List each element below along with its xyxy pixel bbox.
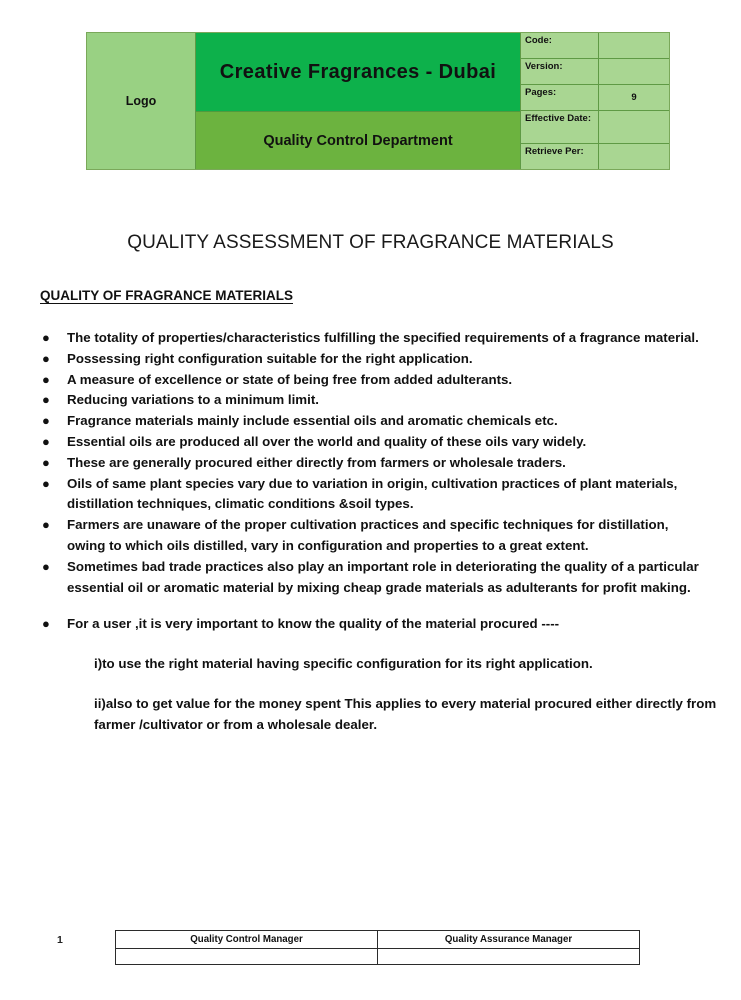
metadata-row-version [521, 59, 669, 85]
sub-paragraph-i: i)to use the right material having specific configuration for its right application. [94, 656, 593, 672]
bullet-point-icon: ● [42, 330, 50, 345]
metadata-value-retrieve-per [599, 144, 669, 169]
metadata-value-version [599, 59, 669, 84]
list-item-final [40, 614, 717, 735]
bullet-point-icon: ● [42, 475, 50, 491]
bullet-point-icon: ● [42, 616, 50, 632]
signature-header-quality-control-manager: Quality Control Manager [116, 931, 378, 949]
signature-header-quality-assurance-manager: Quality Assurance Manager [378, 931, 640, 949]
metadata-label-pages: Pages: [521, 85, 599, 110]
bullet-point-icon: ● [42, 392, 50, 408]
bullet-point-icon: ● [42, 454, 50, 470]
table-row-headers [116, 931, 640, 949]
department-band [196, 112, 520, 169]
list-item-text: Fragrance materials mainly include essential oils and aromatic chemicals etc. [67, 413, 558, 429]
list-item [40, 515, 708, 557]
bullet-point-icon: ● [42, 558, 50, 574]
signature-table [115, 930, 640, 965]
bullet-point-icon: ● [42, 371, 50, 387]
metadata-label-retrieve-per: Retrieve Per: [521, 144, 599, 169]
list-item [40, 328, 708, 349]
header-metadata-column [520, 33, 669, 169]
list-item [40, 411, 708, 432]
list-item-text: Essential oils are produced all over the world and quality of these oils vary widely. [67, 433, 587, 449]
signature-blank-quality-control-manager [116, 949, 378, 965]
metadata-label-version: Version: [521, 59, 599, 84]
list-item [40, 557, 708, 599]
list-item [40, 432, 708, 453]
logo-placeholder-label: Logo [125, 94, 157, 108]
signature-blank-quality-assurance-manager [378, 949, 640, 965]
sub-paragraph-ii: ii)also to get value for the money spent This applies to every material procured either directly from farmer /cultivator or from a wholesale dealer. [94, 695, 717, 732]
metadata-label-code: Code: [521, 33, 599, 58]
quality-bullet-list [40, 328, 717, 736]
document-header-table [86, 32, 670, 170]
bullet-point-icon: ● [42, 350, 50, 366]
metadata-value-effective-date [599, 111, 669, 142]
department-name-text: Quality Control Department [263, 132, 453, 149]
page-number: 1 [57, 934, 63, 946]
bullet-point-icon: ● [42, 517, 50, 533]
list-item-text: For a user ,it is very important to know the quality of the material procured ---- [67, 616, 560, 632]
list-item-text: The totality of properties/characteristics fulfilling the specified requirements of a fragrance material. [67, 330, 699, 345]
company-name-text: Creative Fragrances - Dubai [219, 60, 497, 83]
list-item-text: Oils of same plant species vary due to variation in origin, cultivation practices of plant materials, distillation techniques, climatic conditions &soil types. [67, 475, 678, 512]
list-item-text: Sometimes bad trade practices also play an important role in deteriorating the quality of a particular essential oil or aromatic material by mixing cheap grade materials as adulterants for profit making. [67, 558, 699, 595]
list-item-text: These are generally procured either directly from farmers or wholesale traders. [67, 454, 566, 470]
list-item-text: Possessing right configuration suitable for the right application. [67, 350, 473, 366]
list-item [40, 474, 708, 516]
table-row-signature-blanks [116, 949, 640, 965]
metadata-value-pages: 9 [599, 85, 669, 110]
list-item [40, 453, 708, 474]
logo-cell [87, 33, 196, 169]
list-item [40, 390, 708, 411]
metadata-row-retrieve-per [521, 144, 669, 169]
list-item-text: Reducing variations to a minimum limit. [67, 392, 319, 408]
company-name-band [196, 33, 520, 112]
metadata-row-effective-date [521, 111, 669, 143]
bullet-point-icon: ● [42, 413, 50, 429]
list-item-text: Farmers are unaware of the proper cultivation practices and specific techniques for distillation, owing to which oils distilled, vary in configuration and properties to a great extent. [67, 517, 669, 553]
bullet-point-icon: ● [42, 433, 50, 449]
header-center-column [196, 33, 520, 169]
list-item [40, 349, 708, 370]
page-title: QUALITY ASSESSMENT OF FRAGRANCE MATERIALS [127, 232, 614, 253]
list-item-text: A measure of excellence or state of being free from added adulterants. [67, 371, 513, 387]
section-heading: QUALITY OF FRAGRANCE MATERIALS [40, 288, 293, 303]
metadata-value-code [599, 33, 669, 58]
metadata-row-pages [521, 85, 669, 111]
metadata-row-code [521, 33, 669, 59]
list-item [40, 370, 708, 391]
metadata-label-effective-date: Effective Date: [521, 111, 599, 142]
